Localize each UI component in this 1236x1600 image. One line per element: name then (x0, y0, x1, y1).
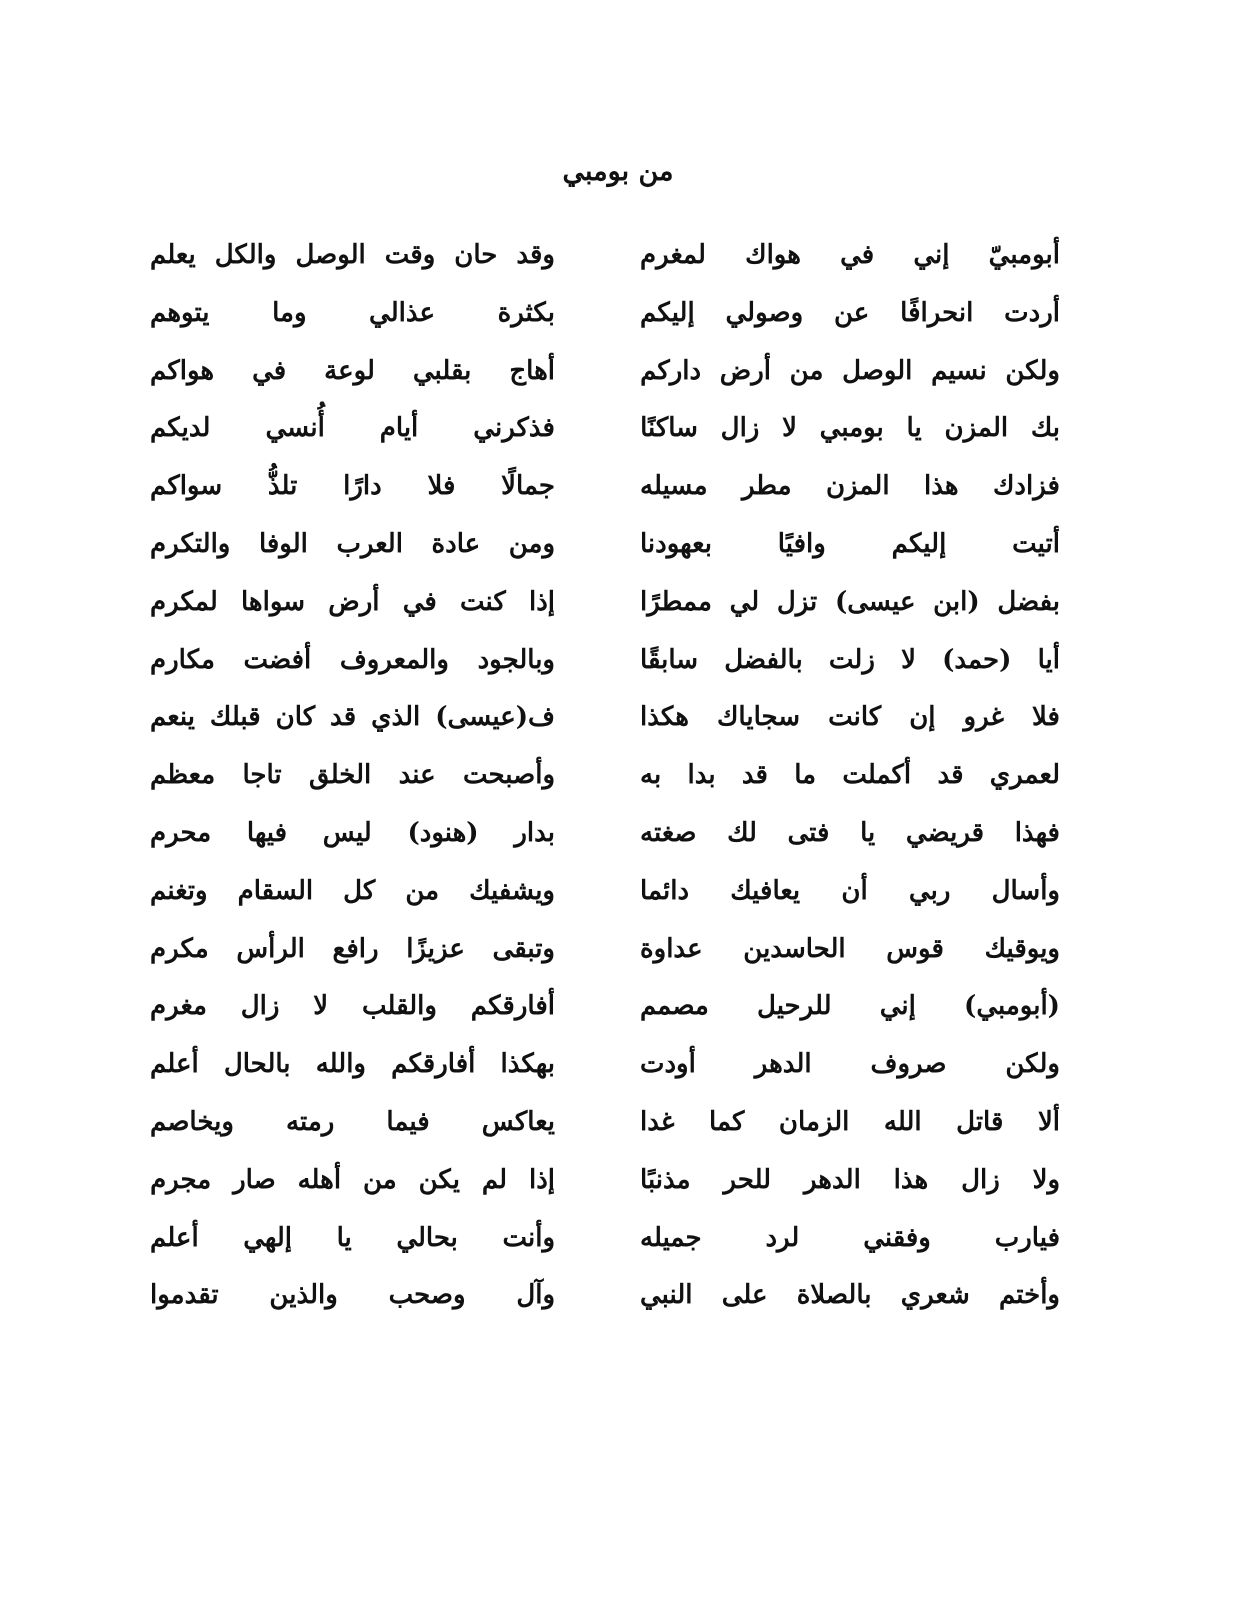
verse-line (150, 515, 1090, 573)
verse-line (150, 457, 1090, 515)
verse-second-hemistich: وأصبحت عند الخلق تاجا معظم (150, 760, 555, 791)
verse-line (150, 1093, 1090, 1151)
verse-line (150, 1209, 1090, 1267)
verse-first-hemistich: ولكن نسيم الوصل من أرض داركم (640, 355, 1060, 386)
verse-first-hemistich: فزادك هذا المزن مطر مسيله (640, 471, 1060, 502)
verse-second-hemistich: يعاكس فيما رمته ويخاصم (150, 1107, 555, 1137)
verse-second-hemistich: ويشفيك من كل السقام وتغنم (150, 875, 555, 906)
verse-second-hemistich: بكثرة عذالي وما يتوهم (150, 297, 555, 328)
verse-line (150, 977, 1090, 1035)
verse-first-hemistich: بفضل (ابن عيسى) تزل لي ممطرًا (640, 586, 1060, 617)
verse-line (150, 342, 1090, 400)
verse-line (150, 1035, 1090, 1093)
verse-second-hemistich: وقد حان وقت الوصل والكل يعلم (150, 240, 555, 270)
verse-line (150, 920, 1090, 978)
verse-first-hemistich: أتيت إليكم وافيًا بعهودنا (640, 529, 1060, 559)
verse-line (150, 399, 1090, 457)
verse-second-hemistich: أهاج بقلبي لوعة في هواكم (150, 355, 555, 386)
verse-second-hemistich: وتبقى عزيزًا رافع الرأس مكرم (150, 933, 555, 964)
verse-line (150, 631, 1090, 689)
verse-second-hemistich: إذا كنت في أرض سواها لمكرم (150, 586, 555, 617)
poem-title: من بومبي (562, 156, 674, 187)
verse-first-hemistich: ألا قاتل الله الزمان كما غدا (640, 1107, 1060, 1137)
verse-second-hemistich: ف(عيسى) الذي قد كان قبلك ينعم (150, 702, 555, 733)
verse-second-hemistich: ومن عادة العرب الوفا والتكرم (150, 529, 555, 559)
verse-line (150, 1266, 1090, 1324)
verse-line (150, 688, 1090, 746)
verse-first-hemistich: وأسال ربي أن يعافيك دائما (640, 875, 1060, 906)
verse-second-hemistich: إذا لم يكن من أهله صار مجرم (150, 1164, 555, 1195)
verse-second-hemistich: وأنت بحالي يا إلهي أعلم (150, 1222, 555, 1253)
verse-line (150, 284, 1090, 342)
verse-first-hemistich: ويوقيك قوس الحاسدين عداوة (640, 933, 1060, 964)
verse-first-hemistich: أردت انحرافًا عن وصولي إليكم (640, 297, 1060, 328)
verse-line (150, 573, 1090, 631)
verse-line (150, 1151, 1090, 1209)
verse-first-hemistich: (أبومبي) إني للرحيل مصمم (640, 991, 1060, 1022)
verse-line (150, 226, 1090, 284)
verse-first-hemistich: فلا غرو إن كانت سجاياك هكذا (640, 702, 1060, 733)
verse-first-hemistich: فيارب وفقني لرد جميله (640, 1222, 1060, 1253)
verse-first-hemistich: بك المزن يا بومبي لا زال ساكنًا (640, 413, 1060, 444)
verse-first-hemistich: وأختم شعري بالصلاة على النبي (640, 1280, 1060, 1311)
verse-line (150, 862, 1090, 920)
verse-first-hemistich: ولكن صروف الدهر أودت (640, 1049, 1060, 1080)
verse-first-hemistich: فهذا قريضي يا فتى لك صغته (640, 818, 1060, 848)
verse-second-hemistich: جمالًا فلا دارًا تلذُّ سواكم (150, 471, 555, 502)
verse-second-hemistich: فذكرني أيام أُنسي لديكم (150, 413, 555, 444)
verse-second-hemistich: أفارقكم والقلب لا زال مغرم (150, 991, 555, 1022)
verse-first-hemistich: ولا زال هذا الدهر للحر مذنبًا (640, 1164, 1060, 1195)
verse-first-hemistich: أبومبيّ إني في هواك لمغرم (640, 240, 1060, 270)
verse-line (150, 746, 1090, 804)
verse-second-hemistich: وآل وصحب والذين تقدموا (150, 1280, 555, 1311)
verse-second-hemistich: بهكذا أفارقكم والله بالحال أعلم (150, 1049, 555, 1080)
verse-second-hemistich: بدار (هنود) ليس فيها محرم (150, 818, 555, 848)
poem-body (150, 226, 1090, 1326)
verse-first-hemistich: لعمري قد أكملت ما قد بدا به (640, 760, 1060, 791)
verse-first-hemistich: أيا (حمد) لا زلت بالفضل سابقًا (640, 644, 1060, 675)
verse-line (150, 804, 1090, 862)
verse-second-hemistich: وبالجود والمعروف أفضت مكارم (150, 644, 555, 675)
